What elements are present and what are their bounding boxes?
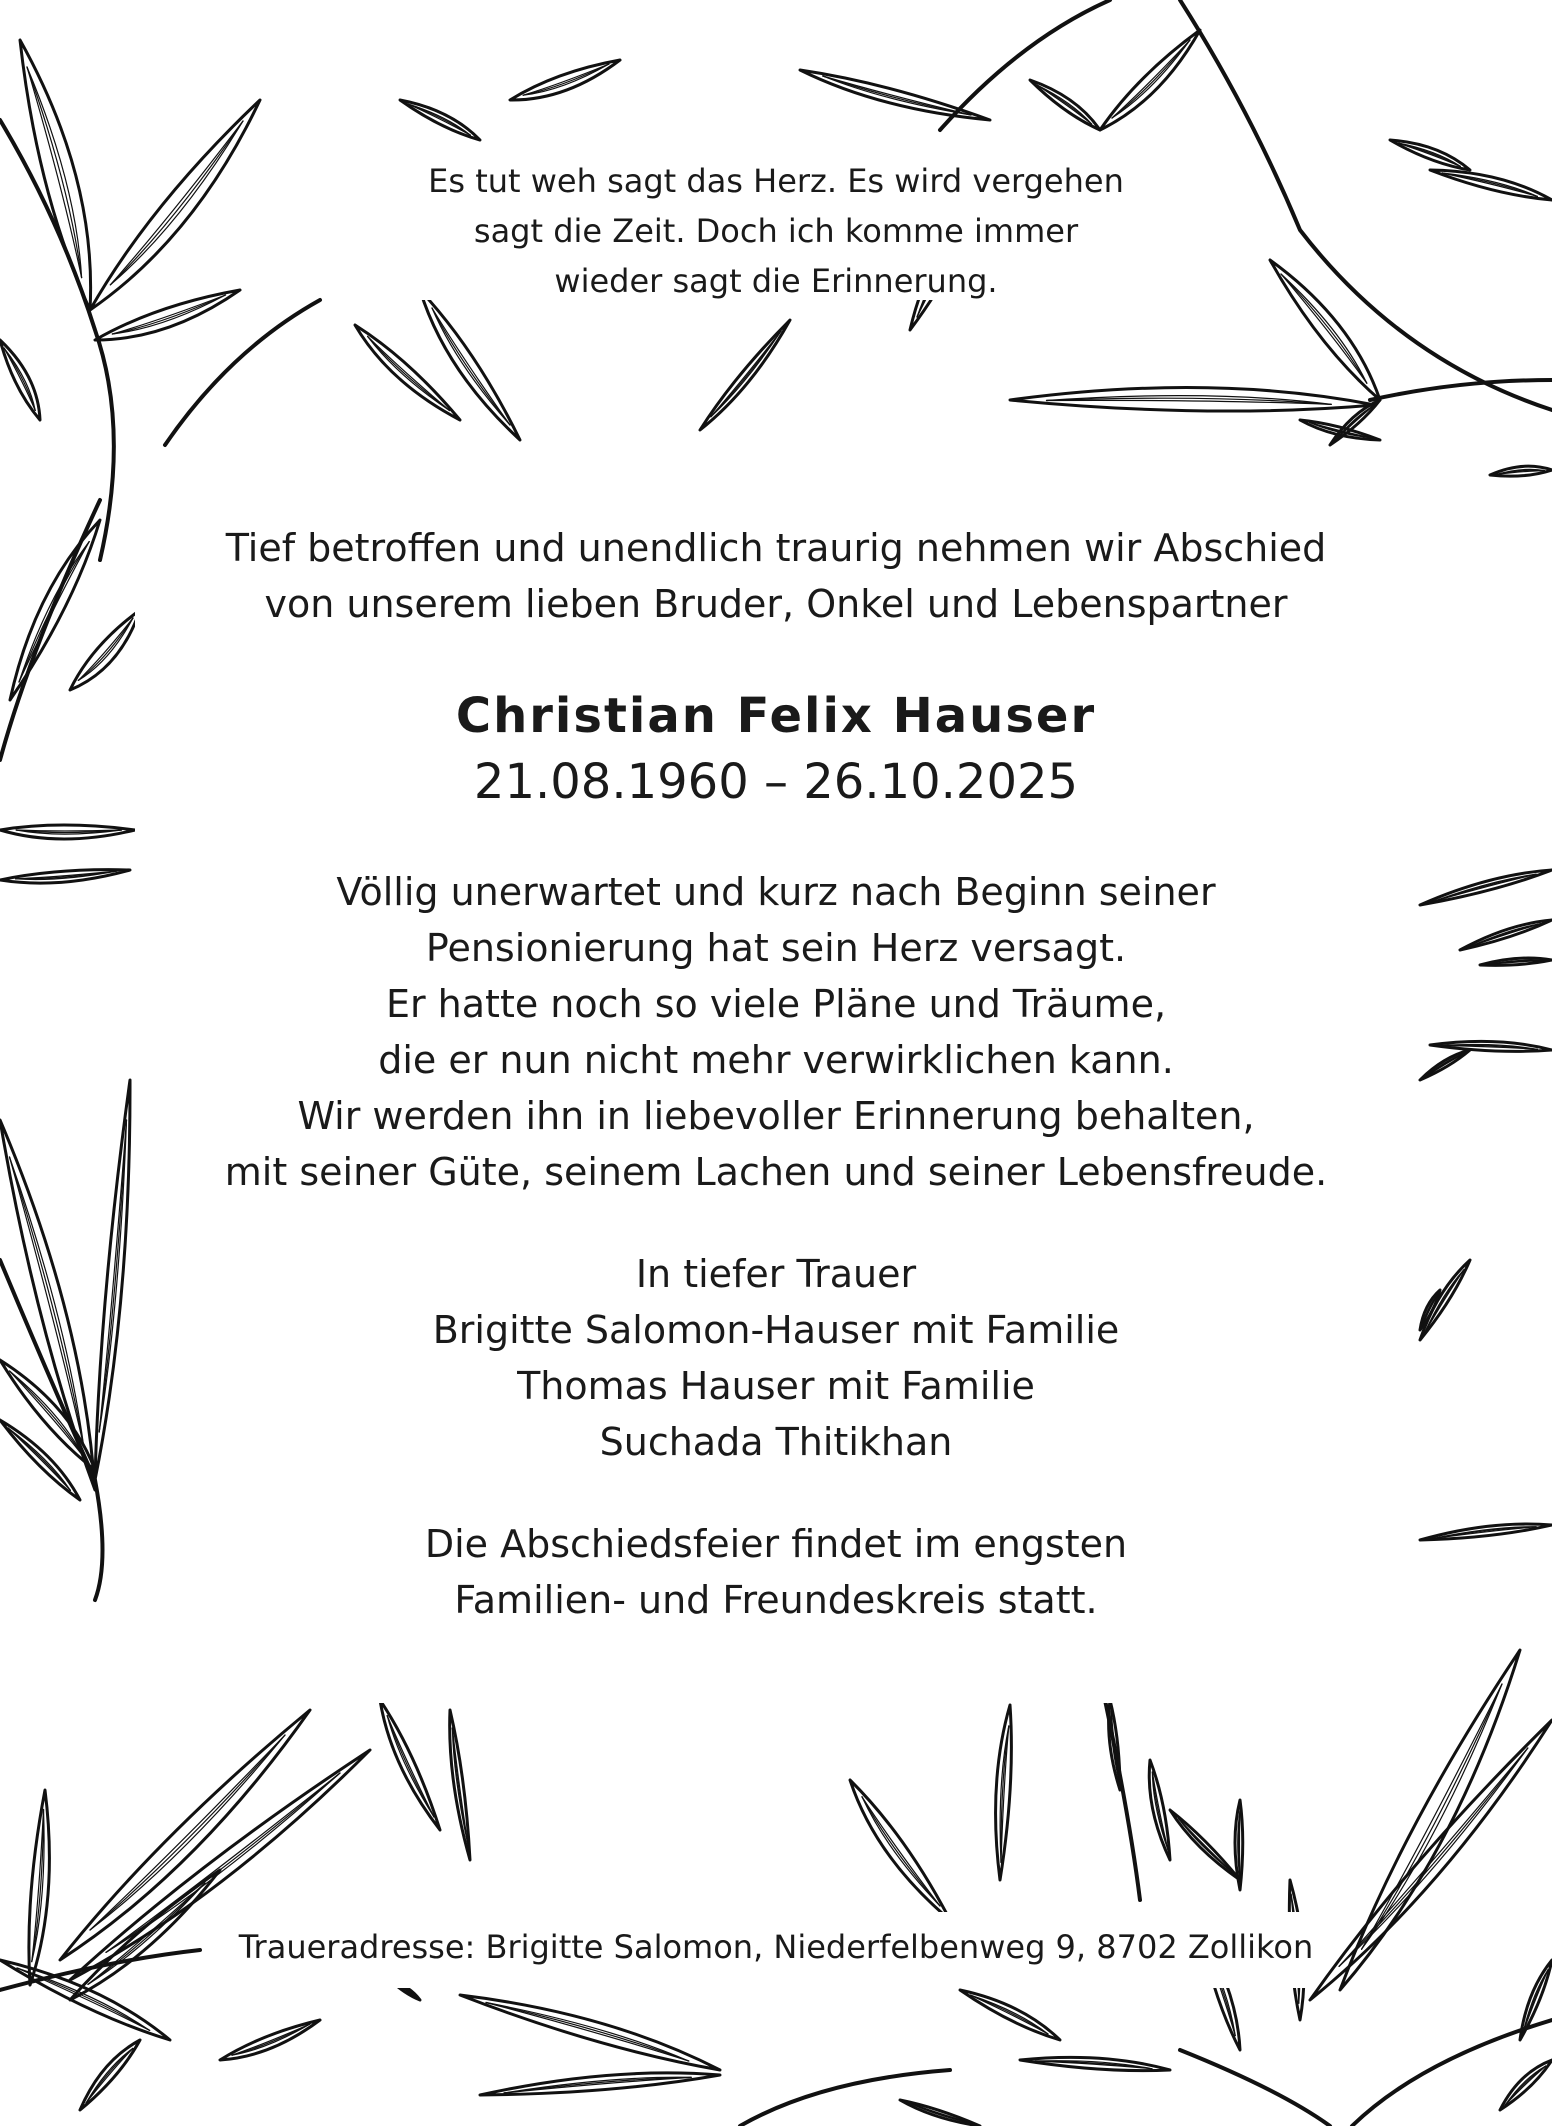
- bamboo-leaf: [700, 320, 790, 430]
- bamboo-leaf: [480, 2073, 720, 2095]
- bamboo-stem: [1180, 2050, 1330, 2126]
- intro-line: von unserem lieben Bruder, Onkel und Lebenspartner: [264, 582, 1288, 626]
- bamboo-leaf: [800, 70, 990, 120]
- life-dates: 21.08.1960 – 26.10.2025: [473, 754, 1079, 810]
- bamboo-leaf: [850, 1780, 950, 1920]
- bamboo-leaf: [1235, 1800, 1243, 1890]
- mourning-address: Traueradresse: Brigitte Salomon, Niederfelbenweg 9, 8702 Zollikon: [238, 1928, 1314, 1966]
- bamboo-stem: [1370, 380, 1552, 400]
- memorial-quote: [0, 156, 1552, 306]
- bamboo-leaf: [355, 325, 460, 420]
- bamboo-leaf: [1170, 1810, 1240, 1880]
- bamboo-leaf: [510, 60, 620, 100]
- bamboo-leaf: [400, 100, 480, 140]
- bamboo-leaf: [1030, 80, 1100, 130]
- mourner-name: Thomas Hauser mit Familie: [517, 1364, 1035, 1408]
- bamboo-leaf: [1010, 388, 1375, 412]
- body-line: Wir werden ihn in liebevoller Erinnerung behalten,: [297, 1094, 1255, 1138]
- bamboo-leaf: [450, 1710, 470, 1860]
- quote-line: wieder sagt die Erinnerung.: [554, 262, 998, 300]
- ceremony-line: Familien- und Freundeskreis statt.: [454, 1578, 1098, 1622]
- bamboo-stem: [740, 2070, 950, 2126]
- mourners-heading: In tiefer Trauer: [635, 1252, 917, 1296]
- bamboo-leaf: [0, 825, 135, 839]
- bamboo-leaf: [0, 340, 40, 420]
- bamboo-leaf: [1149, 1760, 1170, 1860]
- bamboo-leaf: [1520, 1960, 1552, 2040]
- bamboo-leaf: [960, 1990, 1060, 2040]
- body-line: Pensionierung hat sein Herz versagt.: [425, 926, 1127, 970]
- bamboo-stem: [165, 300, 320, 445]
- bamboo-leaf: [1500, 2060, 1552, 2110]
- bamboo-leaf: [220, 2020, 320, 2060]
- body-line: Völlig unerwartet und kurz nach Beginn seiner: [336, 870, 1216, 914]
- bamboo-leaf: [80, 2040, 140, 2110]
- quote-line: Es tut weh sagt das Herz. Es wird vergehen: [428, 162, 1124, 200]
- mourner-name: Suchada Thitikhan: [599, 1420, 953, 1464]
- bamboo-leaf: [900, 2100, 980, 2126]
- mourner-name: Brigitte Salomon-Hauser mit Familie: [432, 1308, 1120, 1352]
- bamboo-leaf: [996, 1705, 1012, 1880]
- ceremony-line: Die Abschiedsfeier findet im engsten: [424, 1522, 1128, 1566]
- intro-line: Tief betroffen und unendlich traurig nehmen wir Abschied: [225, 526, 1327, 570]
- bamboo-leaf: [1109, 1700, 1120, 1790]
- quote-line: sagt die Zeit. Doch ich komme immer: [473, 212, 1079, 250]
- bamboo-leaf: [460, 1995, 720, 2070]
- ceremony-notice: [0, 1516, 1552, 1628]
- mourners-list: [0, 1246, 1552, 1470]
- deceased-name: Christian Felix Hauser: [455, 688, 1097, 744]
- body-line: die er nun nicht mehr verwirklichen kann.: [378, 1038, 1174, 1082]
- bamboo-leaf: [1100, 30, 1200, 130]
- body-line: mit seiner Güte, seinem Lachen und seiner Lebensfreude.: [224, 1150, 1328, 1194]
- bamboo-leaf: [1020, 2057, 1170, 2070]
- body-line: Er hatte noch so viele Pläne und Träume,: [385, 982, 1167, 1026]
- intro-text: [0, 520, 1552, 632]
- obituary-body: [0, 864, 1552, 1200]
- bamboo-leaf: [380, 1700, 440, 1830]
- bamboo-leaf: [1490, 466, 1552, 476]
- bamboo-leaf: [420, 290, 520, 440]
